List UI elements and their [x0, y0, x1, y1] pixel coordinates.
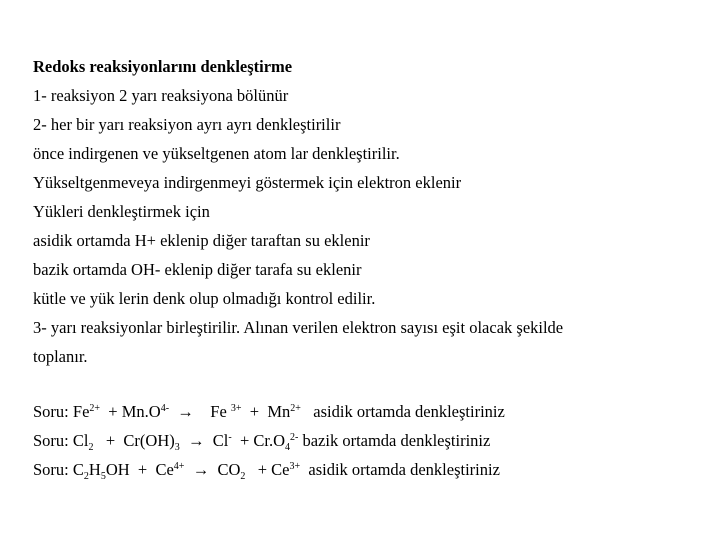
equation-text: → Cl	[179, 431, 229, 450]
procedure-line: Yükleri denkleştirmek için	[33, 202, 210, 221]
procedure-line: Yükseltgenmeveya indirgenmeyi göstermek için elektron eklenir	[33, 173, 462, 192]
procedure-line: bazik ortamda OH- eklenip diğer tarafa su eklenir	[33, 260, 362, 279]
equation-text: Fe	[68, 402, 90, 421]
charge-superscript: -	[228, 432, 232, 443]
charge-superscript: 2-	[290, 432, 299, 443]
charge-superscript: 2+	[290, 403, 301, 414]
count-subscript: 2	[240, 471, 246, 482]
equation-text: H	[88, 460, 101, 479]
charge-superscript: 4+	[173, 461, 185, 472]
equation-text: asidik ortamda denkleştiriniz	[300, 402, 505, 421]
equation-text: asidik ortamda denkleştiriniz	[300, 460, 500, 479]
count-subscript: 5	[100, 471, 106, 482]
procedure-line: 3- yarı reaksiyonlar birleştirilir. Alınan verilen elektron sayısı eşit olacak şekilde	[33, 318, 564, 337]
document-heading: Redoks reaksiyonlarını denkleştirme	[33, 57, 293, 76]
charge-superscript: 2+	[89, 403, 101, 414]
equation-text: → CO	[184, 460, 241, 479]
question-list	[33, 397, 713, 484]
equation-text: + Mn	[241, 402, 291, 421]
charge-superscript: 3+	[289, 461, 301, 472]
equation-text: OH + Ce	[105, 460, 174, 479]
procedure-line: 2- her bir yarı reaksiyon ayrı ayrı denkleştirilir	[33, 115, 341, 134]
procedure-line: asidik ortamda H+ eklenip diğer taraftan su eklenir	[33, 231, 370, 250]
equation-text: bazik ortamda denkleştiriniz	[298, 431, 491, 450]
equation-text: + Ce	[245, 460, 290, 479]
equation-text: Cl	[68, 431, 89, 450]
equation-text: + Cr.O	[231, 431, 285, 450]
equation-text: C	[68, 460, 84, 479]
count-subscript: 4	[285, 442, 290, 453]
equation-text: + Mn.O	[100, 402, 161, 421]
procedure-line: 1- reaksiyon 2 yarı reaksiyona bölünür	[33, 86, 289, 105]
procedure-line: kütle ve yük lerin denk olup olmadığı kontrol edilir.	[33, 289, 376, 308]
procedure-text	[33, 52, 713, 371]
question-label: Soru:	[33, 431, 69, 450]
equation-text: → Fe	[169, 402, 231, 421]
charge-superscript: 4-	[160, 403, 170, 414]
question-row	[33, 455, 713, 484]
procedure-line: önce indirgenen ve yükseltgenen atom lar denkleştirilir.	[33, 144, 400, 163]
equation-text: + Cr(OH)	[93, 431, 175, 450]
count-subscript: 3	[174, 442, 180, 453]
procedure-line: toplanır.	[33, 347, 88, 366]
charge-superscript: 3+	[230, 403, 242, 414]
count-subscript: 2	[88, 442, 94, 453]
question-label: Soru:	[33, 402, 69, 421]
question-label: Soru:	[33, 460, 69, 479]
question-row	[33, 426, 713, 455]
question-row	[33, 397, 713, 426]
count-subscript: 2	[83, 471, 89, 482]
